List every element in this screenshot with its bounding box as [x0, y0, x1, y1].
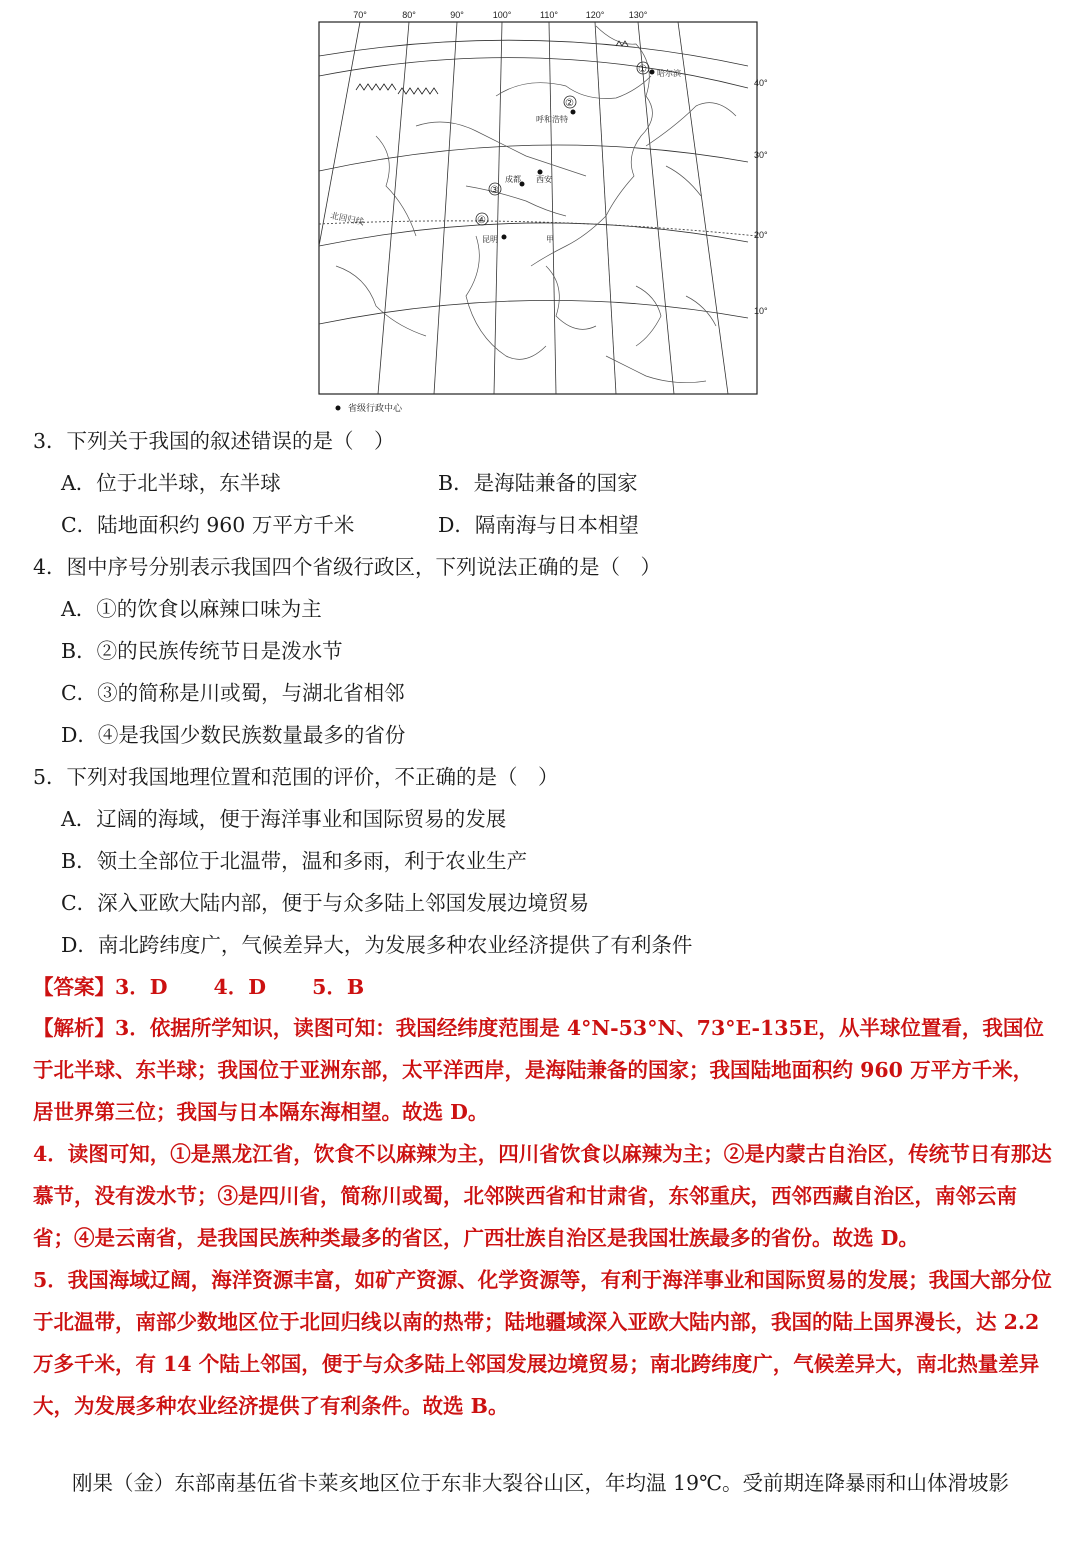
city-dot-kunming	[502, 235, 507, 240]
question-5-stem: 5．下列对我国地理位置和范围的评价，不正确的是（ ）	[33, 765, 559, 789]
city-dot-hohhot	[571, 110, 576, 115]
question-4-option-b: B．②的民族传统节日是泼水节	[61, 639, 343, 663]
next-question-intro: 刚果（金）东部南基伍省卡莱亥地区位于东非大裂谷山区，年均温 19℃。受前期连降暴雨和山体滑坡影	[72, 1471, 1010, 1495]
region-marker-2: ②	[565, 98, 574, 109]
analysis-paragraph-5: 5．我国海域辽阔，海洋资源丰富，如矿产资源、化学资源等，有利于海洋事业和国际贸易的发展；我国大部分位于北温带，南部少数地区位于北回归线以南的热带；陆地疆域深入亚欧大陆内部，我国的陆上国界漫长，达 2.2 万多千米，有 14 个陆上邻国，便于与众多陆上邻国发展边境贸易；南北跨纬度广，气候差异大，南北热量差异大，为发展多种农业经济提供了有利条件。故选 B。	[33, 1268, 1052, 1418]
answer-item-5: 5．B	[312, 975, 365, 999]
legend-dot	[336, 406, 341, 411]
question-4-option-c: C．③的简称是川或蜀，与湖北省相邻	[61, 681, 405, 705]
lat-label-40: 40°	[754, 78, 768, 88]
question-5-option-d: D．南北跨纬度广，气候差异大，为发展多种农业经济提供了有利条件	[61, 933, 693, 957]
question-3-option-c: C．陆地面积约 960 万平方千米	[61, 513, 355, 537]
asia-map-figure	[316, 6, 768, 416]
analysis-text-3: 3．依据所学知识，读图可知：我国经纬度范围是 4°N-53°N、73°E-135E，从半球位置看，我国位于北半球、东半球；我国位于亚洲东部，太平洋西岸，是海陆兼备的国家；我国陆地面积约 960 万平方千米，居世界第三位；我国与日本隔东海相望。故选 D。	[33, 1016, 1044, 1124]
region-marker-3: ③	[490, 185, 499, 196]
map-frame	[319, 22, 757, 394]
question-5-option-b: B．领土全部位于北温带，温和多雨，利于农业生产	[61, 849, 528, 873]
answer-line	[33, 972, 364, 1002]
question-5-option-a: A．辽阔的海域，便于海洋事业和国际贸易的发展	[61, 807, 507, 831]
analysis-tag: 【解析】	[33, 1016, 115, 1040]
answer-item-3: 3．D	[115, 975, 168, 999]
question-3-stem: 3．下列关于我国的叙述错误的是（ ）	[33, 429, 395, 453]
region-marker-4: ④	[477, 215, 486, 226]
question-3-option-a: A．位于北半球，东半球	[61, 471, 281, 495]
city-label-chengdu: 成都	[505, 175, 521, 184]
lat-label-20: 20°	[754, 230, 768, 240]
city-label-jia: 甲	[546, 235, 554, 244]
lon-label-130: 130°	[628, 10, 648, 20]
city-label-kunming: 昆明	[482, 235, 498, 244]
question-4-option-d: D．④是我国少数民族数量最多的省份	[61, 723, 406, 747]
question-3-option-d: D．隔南海与日本相望	[438, 513, 639, 537]
lon-label-120: 120°	[585, 10, 605, 20]
lon-label-100: 100°	[492, 10, 512, 20]
lon-label-80: 80°	[402, 10, 416, 20]
lon-label-110: 110°	[540, 10, 558, 20]
lon-label-90: 90°	[450, 10, 464, 20]
lat-label-10: 10°	[754, 306, 768, 316]
city-label-hohhot: 呼和浩特	[536, 115, 568, 124]
analysis-paragraph-3	[33, 1007, 1053, 1133]
legend-text: 省级行政中心	[348, 403, 403, 413]
city-dot-xian	[538, 170, 543, 175]
answer-item-4: 4．D	[213, 975, 267, 999]
tropic-label: 北回归线	[329, 210, 365, 228]
answer-tag: 【答案】	[33, 975, 115, 999]
question-4-stem: 4．图中序号分别表示我国四个省级行政区，下列说法正确的是（ ）	[33, 555, 662, 579]
region-marker-1: ①	[638, 64, 647, 75]
lon-label-70: 70°	[353, 10, 367, 20]
question-3-option-b: B．是海陆兼备的国家	[438, 471, 638, 495]
question-4-option-a: A．①的饮食以麻辣口味为主	[61, 597, 322, 621]
analysis-paragraph-4: 4．读图可知，①是黑龙江省，饮食不以麻辣为主，四川省饮食以麻辣为主；②是内蒙古自治区，传统节日有那达慕节，没有泼水节；③是四川省，简称川或蜀，北邻陕西省和甘肃省，东邻重庆，西邻西藏自治区，南邻云南省；④是云南省，是我国民族种类最多的省区，广西壮族自治区是我国壮族最多的省份。故选 D。	[33, 1142, 1052, 1250]
question-5-option-c: C．深入亚欧大陆内部，便于与众多陆上邻国发展边境贸易	[61, 891, 590, 915]
lat-label-30: 30°	[754, 150, 768, 160]
city-dot-harbin	[650, 70, 655, 75]
city-label-xian: 西安	[536, 175, 552, 184]
city-label-harbin: 哈尔滨	[657, 69, 681, 78]
